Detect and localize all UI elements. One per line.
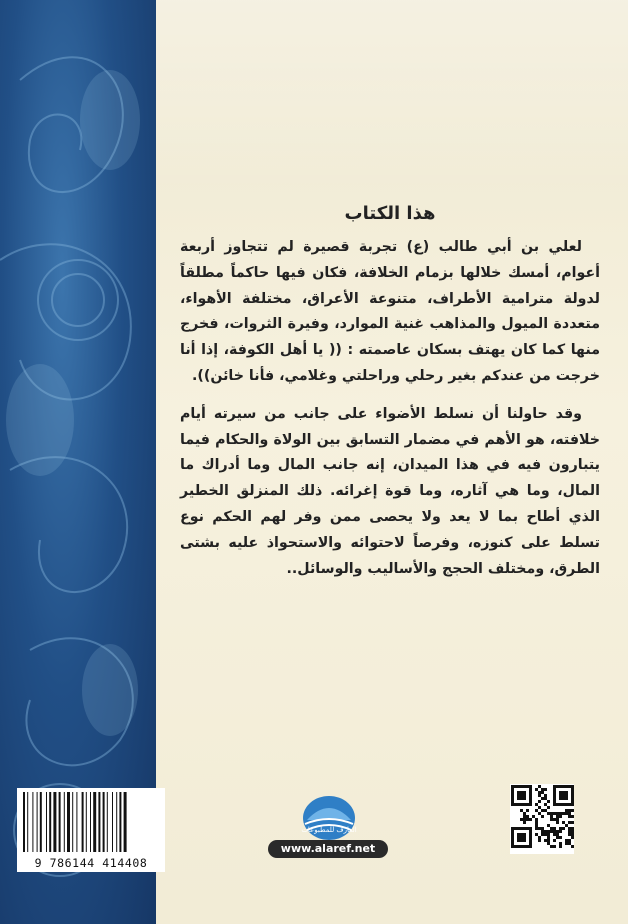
blurb-text <box>180 235 600 594</box>
qr-code-icon <box>510 784 574 854</box>
publisher-logo-text: العارف للمطبوعات <box>301 826 357 834</box>
top-fade <box>156 0 628 190</box>
paragraph-1: لعلي بن أبي طالب (ع) تجربة قصيرة لم تتجاوز أربعة أعوام، أمسك خلالها بزمام الخلافة، فكان فيها حاكماً مطلقاً لدولة مترامية الأطراف، متنوعة الأعراق، مختلفة الأهواء، متعددة الميول والمذاهب غنية الموارد، وفيرة الثروات، فخرج منها كما كان يهتف بسكان عاصمته : (( يا أهل الكوفة، إذا أنا خرجت من عندكم بغير رحلي وراحلتي وغلامي، فأنا خائن)). <box>180 239 600 384</box>
paisley-pattern <box>0 0 156 924</box>
isbn-number: 9 786144 414408 <box>34 856 148 870</box>
paragraph-2: وقد حاولنا أن نسلط الأضواء على جانب من سيرته أيام خلافته، هو الأهم في مضمار التسابق بين الولاة والحكام فيما يتبارون فيه في هذا الميدان، إنه جانب المال وما أدراك ما المال، وما هي آثاره، وما قوة إغرائه. ذلك المنزلق الخطير الذي أطاح بما لا يعد ولا يحصى ممن وفر لهم الحكم نوع تسلط على كنوزه، وفرصاً لاحتوائه والاستحواذ عليه بشتى الطرق، ومختلف الحجج والأساليب والوسائل.. <box>180 405 600 577</box>
page-title: هذا الكتاب <box>344 203 436 224</box>
isbn-barcode <box>17 788 165 872</box>
barcode-icon <box>21 792 161 852</box>
publisher-website: www.alaref.net <box>268 840 388 858</box>
decorative-paisley-band <box>0 0 156 924</box>
